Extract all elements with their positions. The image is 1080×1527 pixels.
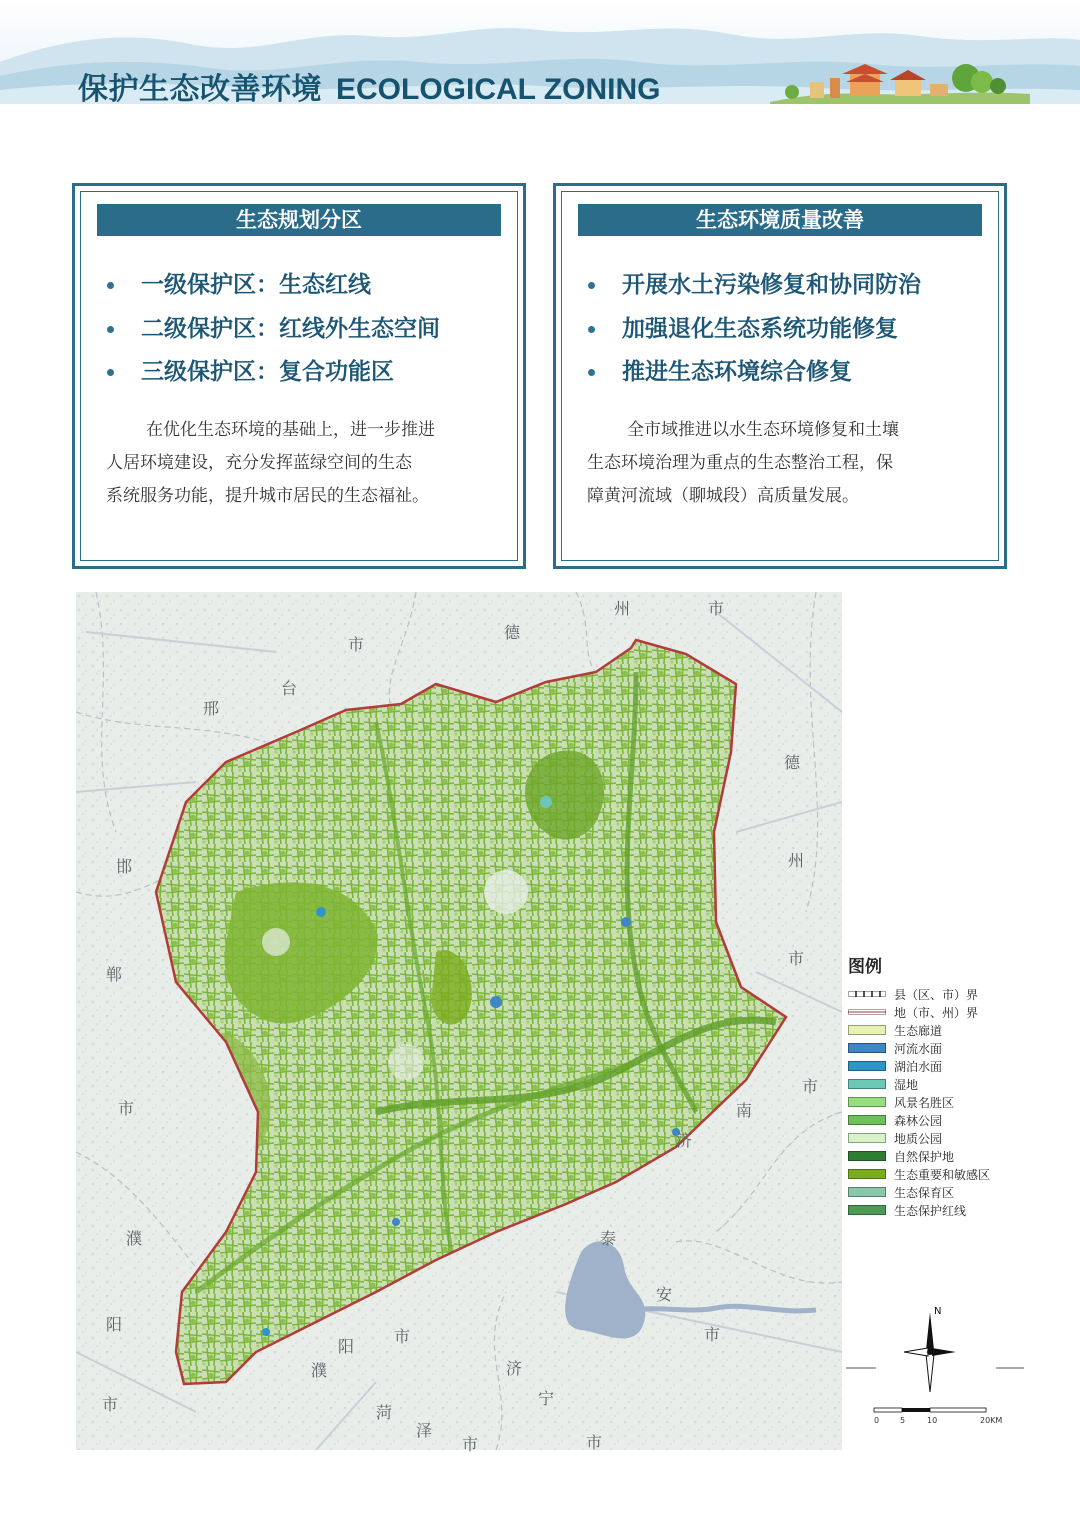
legend-swatch	[848, 1079, 886, 1089]
title-chinese: 保护生态改善环境	[78, 72, 322, 104]
bullet-text: 二级保护区：红线外生态空间	[141, 315, 440, 342]
map-place-label: 邯	[116, 857, 133, 876]
map-place-label: 市	[708, 599, 725, 618]
legend-label: 生态廊道	[894, 1023, 943, 1038]
legend-item	[848, 1165, 1068, 1183]
paragraph-line: 人居环境建设，充分发挥蓝绿空间的生态	[106, 453, 412, 473]
page-header	[0, 0, 1080, 104]
map-place-label: 济	[506, 1359, 523, 1378]
legend-item	[848, 1057, 1068, 1075]
scale-label: 10	[927, 1416, 938, 1425]
map-place-label: 市	[118, 1099, 135, 1118]
map-canvas	[76, 592, 842, 1450]
legend-label: 湿地	[894, 1077, 919, 1092]
map-place-label: 阳	[338, 1337, 355, 1356]
legend-item	[848, 1003, 1068, 1021]
legend-label: 生态重要和敏感区	[894, 1167, 991, 1182]
paragraph-line: 在优化生态环境的基础上，进一步推进	[146, 420, 435, 440]
bullet-dot-icon	[107, 369, 114, 376]
panel-heading: 生态环境质量改善	[578, 204, 982, 236]
legend-title: 图例	[848, 957, 882, 977]
legend-label: 地（市、州）界	[894, 1005, 979, 1020]
bullet-text: 一级保护区：生态红线	[141, 272, 371, 298]
map-place-label: 市	[802, 1077, 819, 1096]
legend-divider-lines	[846, 1366, 1076, 1370]
bullet-item	[99, 355, 440, 399]
map-place-label: 州	[788, 851, 805, 870]
bullet-text: 推进生态环境综合修复	[622, 359, 852, 385]
map-place-label: 市	[102, 1395, 119, 1414]
legend-item	[848, 1021, 1068, 1039]
legend-label: 地质公园	[894, 1131, 943, 1146]
map-place-label: 濮	[126, 1229, 143, 1248]
map-place-label: 德	[504, 623, 521, 642]
legend-swatch	[848, 1151, 886, 1161]
paragraph-line: 系统服务功能，提升城市居民的生态福祉。	[106, 486, 429, 506]
north-label: N	[934, 1306, 942, 1317]
legend-swatch	[848, 1133, 886, 1143]
map-place-label: 邢	[203, 699, 220, 718]
bullet-dot-icon	[588, 369, 595, 376]
legend-item	[848, 1129, 1068, 1147]
scale-label: 5	[900, 1416, 906, 1425]
map-place-label: 市	[704, 1325, 721, 1344]
eco-quality-panel	[553, 183, 1007, 569]
legend-label: 生态保育区	[894, 1185, 955, 1200]
panel-heading: 生态规划分区	[97, 204, 501, 236]
legend-item	[848, 1093, 1068, 1111]
legend-swatch	[848, 1187, 886, 1197]
bullet-dot-icon	[107, 326, 114, 333]
scale-bar	[870, 1406, 1000, 1416]
scale-label: 0	[874, 1416, 880, 1425]
legend-item	[848, 1147, 1068, 1165]
bullet-text: 三级保护区：复合功能区	[141, 359, 394, 385]
panel-paragraph	[587, 414, 983, 513]
bullet-dot-icon	[588, 282, 595, 289]
paragraph-line: 全市域推进以水生态环境修复和土壤	[627, 420, 899, 440]
eco-zoning-panel	[72, 183, 526, 569]
map-place-label: 德	[784, 753, 801, 772]
map-place-label: 安	[656, 1285, 673, 1304]
map-place-label: 台	[281, 679, 298, 698]
map-place-label: 市	[586, 1433, 603, 1452]
map-place-label: 菏	[376, 1403, 393, 1422]
legend-item	[848, 1183, 1068, 1201]
scale-label: 20KM	[980, 1416, 1003, 1425]
legend-label: 县（区、市）界	[894, 987, 979, 1002]
title-english: ECOLOGICAL ZONING	[336, 73, 661, 104]
map-place-label: 南	[736, 1101, 753, 1120]
legend-swatch	[848, 1025, 886, 1035]
legend-swatch	[848, 1097, 886, 1107]
legend-swatch	[848, 1043, 886, 1053]
ecological-zoning-map	[76, 592, 842, 1454]
map-place-label: 宁	[538, 1389, 555, 1408]
north-arrow-icon	[896, 1302, 956, 1402]
legend-item	[848, 1075, 1068, 1093]
map-place-label: 泽	[416, 1421, 433, 1440]
bullet-dot-icon	[107, 282, 114, 289]
map-place-label: 州	[614, 599, 631, 618]
legend-label: 河流水面	[894, 1041, 943, 1056]
paragraph-line: 障黄河流域（聊城段）高质量发展。	[587, 486, 859, 506]
map-place-label: 市	[348, 635, 365, 654]
bullet-list	[580, 268, 921, 399]
legend-item	[848, 1039, 1068, 1057]
legend-label: 风景名胜区	[894, 1095, 955, 1110]
legend-item	[848, 1111, 1068, 1129]
bullet-text: 加强退化生态系统功能修复	[622, 315, 898, 342]
map-place-label: 市	[394, 1327, 411, 1346]
legend-label: 自然保护地	[894, 1149, 955, 1164]
legend-swatch	[848, 1169, 886, 1179]
page-title	[78, 64, 660, 104]
panel-paragraph	[106, 414, 502, 513]
legend-swatch	[848, 1115, 886, 1125]
bullet-item	[580, 312, 921, 356]
map-place-label: 市	[788, 949, 805, 968]
bullet-item	[99, 312, 440, 356]
bullet-item	[99, 268, 440, 312]
bullet-text: 开展水土污染修复和协同防治	[622, 272, 921, 298]
legend-label: 森林公园	[894, 1113, 943, 1128]
legend-swatch	[848, 1205, 886, 1215]
legend-item	[848, 985, 1068, 1003]
county-boundary-line-icon	[848, 991, 886, 997]
map-place-label: 市	[462, 1435, 479, 1454]
legend-item	[848, 1201, 1068, 1219]
prefecture-boundary-line-icon	[848, 1009, 886, 1015]
legend-label: 生态保护红线	[894, 1203, 967, 1218]
map-place-label: 郸	[106, 965, 123, 984]
legend-list	[848, 985, 1068, 1219]
map-legend	[848, 952, 1068, 1219]
bullet-item	[580, 268, 921, 312]
bullet-item	[580, 355, 921, 399]
paragraph-line: 生态环境治理为重点的生态整治工程，保	[587, 453, 893, 473]
map-place-label: 泰	[600, 1229, 617, 1248]
map-place-label: 濮	[311, 1361, 328, 1380]
map-place-label: 济	[676, 1131, 693, 1150]
city-skyline-illustration	[770, 52, 1030, 104]
legend-label: 湖泊水面	[894, 1059, 943, 1074]
bullet-dot-icon	[588, 326, 595, 333]
legend-swatch	[848, 1061, 886, 1071]
map-place-label: 阳	[106, 1315, 123, 1334]
bullet-list	[99, 268, 440, 399]
